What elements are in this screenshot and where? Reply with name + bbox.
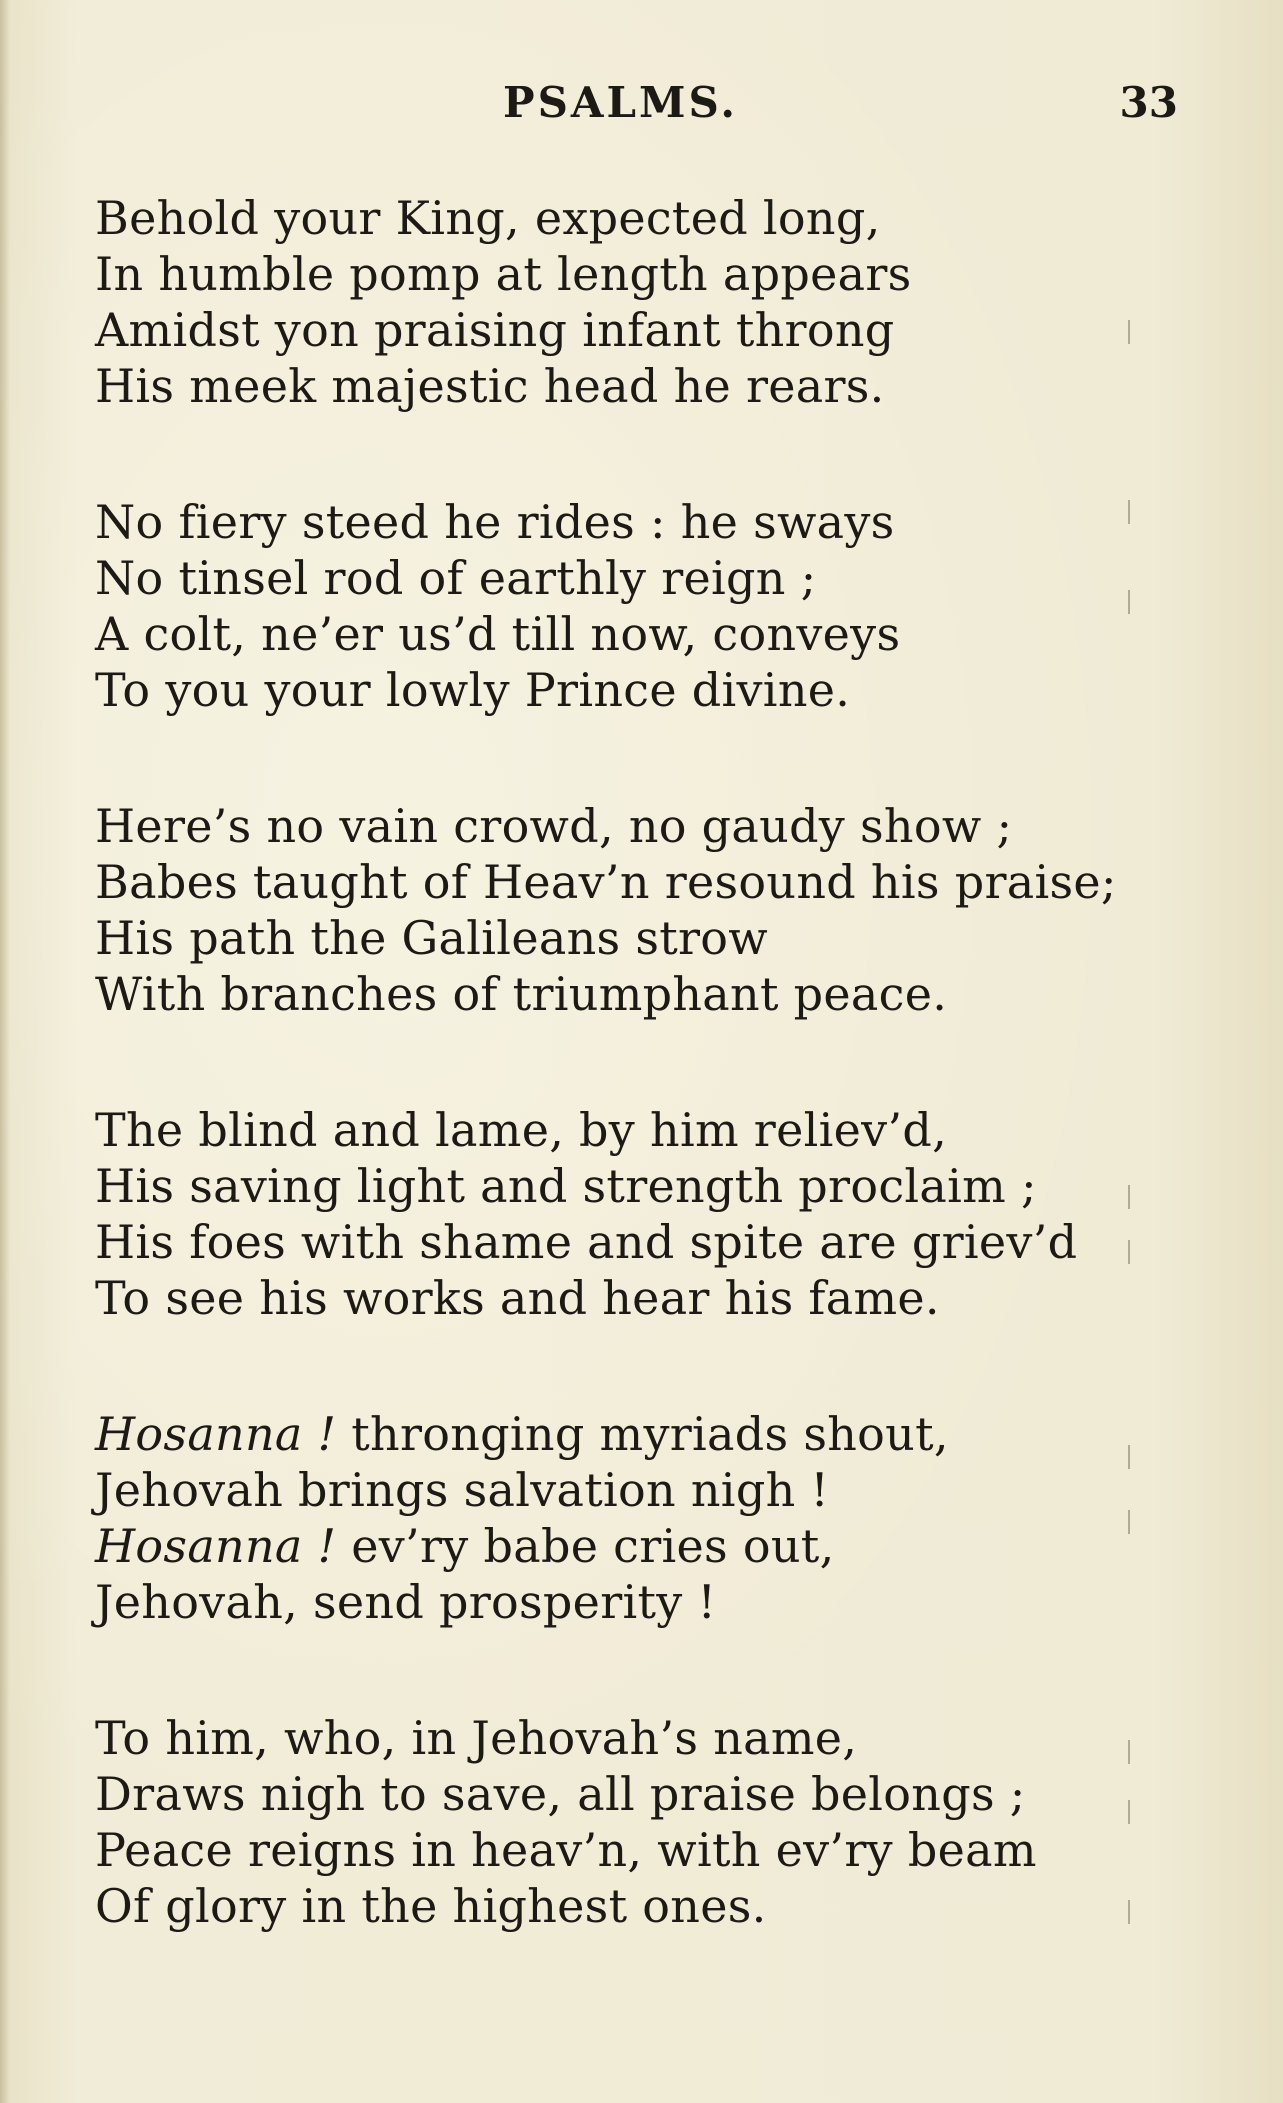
verse-line: A colt, ne’er us’d till now, conveys <box>95 607 901 661</box>
verse-line-text: ev’ry babe cries out, <box>336 1519 835 1573</box>
bleed-through-mark <box>1128 1510 1138 1534</box>
stanza <box>95 798 1175 1022</box>
verse-line: In humble pomp at length appears <box>95 247 912 301</box>
verse-line: Peace reigns in heav’n, with ev’ry beam <box>95 1823 1037 1877</box>
verse-line: To him, who, in Jehovah’s name, <box>95 1711 858 1765</box>
verse-line-text: thronging myriads shout, <box>336 1407 949 1461</box>
verse-line: Here’s no vain crowd, no gaudy show ; <box>95 799 1013 853</box>
verse-line <box>95 1406 1175 1462</box>
verse-line: To you your lowly Prince divine. <box>95 663 851 717</box>
stanza <box>95 190 1175 414</box>
stanza <box>95 494 1175 718</box>
bleed-through-mark <box>1128 1445 1138 1469</box>
page-number: 33 <box>1119 78 1178 127</box>
verse-line: Of glory in the highest ones. <box>95 1879 767 1933</box>
verse-line <box>95 1462 1175 1518</box>
verse-line: His meek majestic head he rears. <box>95 359 885 413</box>
page-header <box>0 78 1283 138</box>
bleed-through-mark <box>1128 320 1138 344</box>
verse-line: His saving light and strength proclaim ; <box>95 1159 1037 1213</box>
bleed-through-mark <box>1128 590 1138 614</box>
verse-line: His path the Galileans strow <box>95 911 768 965</box>
bleed-through-mark <box>1128 1740 1138 1764</box>
verse-line: With branches of triumphant peace. <box>95 967 948 1021</box>
verse-line: Draws nigh to save, all praise belongs ; <box>95 1767 1026 1821</box>
page-gutter-shadow <box>0 0 10 2103</box>
stanza <box>95 1406 1175 1630</box>
running-head: PSALMS. <box>503 78 738 127</box>
psalm-text <box>95 190 1175 2014</box>
verse-line: His foes with shame and spite are griev’d <box>95 1215 1078 1269</box>
verse-line: To see his works and hear his fame. <box>95 1271 940 1325</box>
hosanna-italic: Hosanna ! <box>95 1519 337 1573</box>
verse-line: The blind and lame, by him reliev’d, <box>95 1103 948 1157</box>
verse-line-text: Jehovah brings salvation nigh ! <box>95 1463 830 1517</box>
verse-line-text: Jehovah, send prosperity ! <box>95 1575 717 1629</box>
bleed-through-mark <box>1128 1240 1138 1264</box>
bleed-through-mark <box>1128 1900 1138 1924</box>
verse-line: No tinsel rod of earthly reign ; <box>95 551 817 605</box>
verse-line <box>95 1574 1175 1630</box>
stanza <box>95 1102 1175 1326</box>
verse-line: Amidst yon praising infant throng <box>95 303 895 357</box>
bleed-through-mark <box>1128 500 1138 524</box>
verse-line <box>95 1518 1175 1574</box>
verse-line: Babes taught of Heav’n resound his praise; <box>95 855 1117 909</box>
stanza <box>95 1710 1175 1934</box>
verse-line: No fiery steed he rides : he sways <box>95 495 895 549</box>
hosanna-italic: Hosanna ! <box>95 1407 337 1461</box>
verse-line: Behold your King, expected long, <box>95 191 881 245</box>
bleed-through-mark <box>1128 1800 1138 1824</box>
bleed-through-mark <box>1128 1185 1138 1209</box>
